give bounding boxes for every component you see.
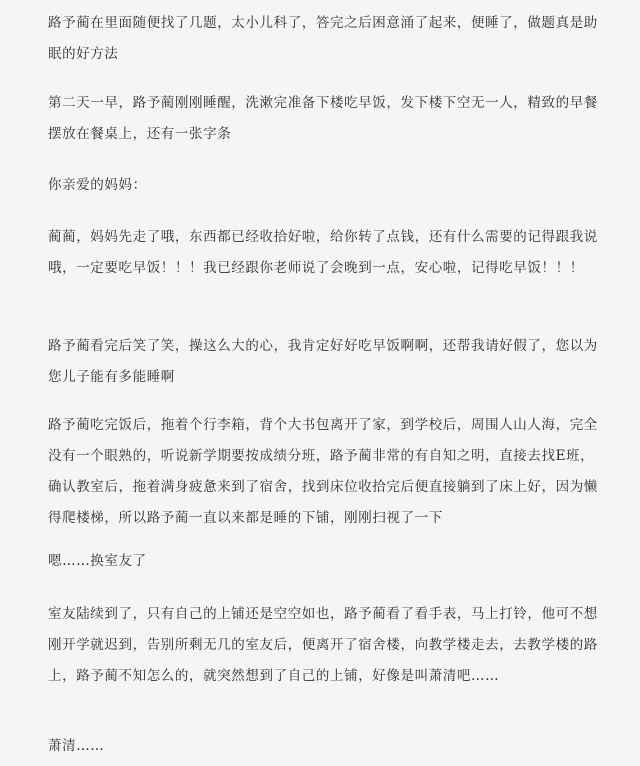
paragraph-9: 萧清…… <box>48 738 105 754</box>
paragraph-3: 你亲爱的妈妈： <box>48 177 147 193</box>
paragraph-5: 路予蔺看完后笑了笑，操这么大的心，我肯定好好吃早饭啊啊，还帮我请好假了，您以为您儿子能有多能睡啊 <box>48 338 598 385</box>
paragraph-7: 嗯……换室友了 <box>48 553 147 569</box>
paragraph-4: 蔺蔺，妈妈先走了哦，东西都已经收拾好啦，给你转了点钱，还有什么需要的记得跟我说哦，一定要吃早饭！！！我已经跟你老师说了会晚到一点，安心啦，记得吃早饭！！！ <box>48 229 598 276</box>
paragraph-6: 路予蔺吃完饭后，拖着个行李箱，背个大书包离开了家，到学校后，周围人山人海，完全没有一个眼熟的，听说新学期要按成绩分班，路予蔺非常的有自知之明，直接去找E班，确认教室后，拖着满身疲惫来到了宿舍，找到床位收拾完后便直接躺到了床上好，因为懒得爬楼梯，所以路予蔺一直以来都是睡的下铺，刚刚扫视了一下 <box>48 417 598 526</box>
paragraph-2: 第二天一早，路予蔺刚刚睡醒，洗漱完准备下楼吃早饭，发下楼下空无一人，精致的早餐摆放在餐桌上，还有一张字条 <box>48 95 598 142</box>
paragraph-1: 路予蔺在里面随便找了几题，太小儿科了，答完之后困意涌了起来，便睡了，做题真是助眠的好方法 <box>48 15 598 62</box>
paragraph-8: 室友陆续到了，只有自己的上铺还是空空如也，路予蔺看了看手表，马上打铃，他可不想刚开学就迟到，告别所剩无几的室友后，便离开了宿舍楼，向教学楼走去，去教学楼的路上，路予蔺不知怎么的，就突然想到了自己的上铺，好像是叫萧清吧…… <box>48 606 598 684</box>
